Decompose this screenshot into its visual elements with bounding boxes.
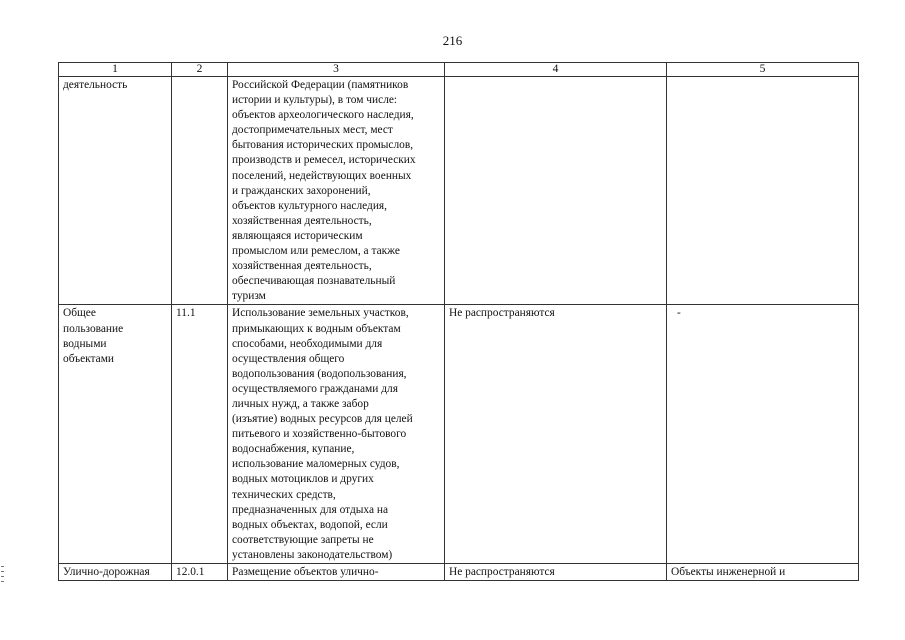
land-use-code: 11.1 [176, 307, 196, 320]
page-number: 216 [442, 33, 463, 48]
regulation-text: Не распространяются [449, 307, 555, 320]
table-cell [445, 77, 667, 305]
regulations-table [58, 62, 859, 581]
column-header: 3 [228, 63, 445, 77]
table-row [59, 564, 859, 581]
table-cell [228, 77, 445, 305]
regulation-text: Не распространяются [449, 566, 555, 578]
land-use-description: Размещение объектов улично- [232, 566, 379, 578]
column-header: 2 [172, 63, 228, 77]
land-use-description: Российской Федерации (памятников истории и культуры), в том числе: объектов археологического наследия, достопримечательных мест, мест бытования исторических промыслов, производств и ремесел, исторических поселений, недействующих военных и гражданских захоронений, объектов культурного наследия, хозяйственная деятельность, являющаяся историческим промыслом или ремеслом, а также хозяйственная деятельность, обеспечивающая познавательный туризм [232, 79, 416, 303]
table-cell [667, 305, 859, 564]
column-header: 1 [59, 63, 172, 77]
land-use-description: Использование земельных участков, примыкающих к водным объектам способами, необходимыми для осуществления общего водопользования (водопользования, осуществляемого гражданами для личных нужд, а также забор (изъятие) водных ресурсов для целей питьевого и хозяйственно-бытового водоснабжения, купание, использование маломерных судов, водных мотоциклов и других технических средств, предназначенных для отдыха на водных объектах, водопой, если соответствующие запреты не установлены законодательством) [232, 307, 413, 561]
table-cell [667, 77, 859, 305]
table-cell [59, 564, 172, 581]
land-use-type: Улично-дорожная [63, 566, 150, 578]
scan-margin-marks [1, 566, 4, 592]
table-cell [228, 564, 445, 581]
land-use-type: Общее пользование водными объектами [63, 307, 124, 365]
table-cell [172, 77, 228, 305]
table-cell [445, 305, 667, 564]
table-cell [59, 305, 172, 564]
table-cell [59, 77, 172, 305]
table-cell [667, 564, 859, 581]
table-row [59, 77, 859, 305]
allowed-objects-text: Объекты инженерной и [671, 566, 786, 578]
table-row [59, 305, 859, 564]
land-use-code: 12.0.1 [176, 566, 205, 578]
table-cell [172, 305, 228, 564]
land-use-type: деятельность [63, 79, 128, 91]
column-header: 5 [667, 63, 859, 77]
table-cell [445, 564, 667, 581]
column-header: 4 [445, 63, 667, 77]
header-row [59, 63, 859, 77]
table-cell [228, 305, 445, 564]
allowed-objects-text: - [677, 307, 681, 320]
table-cell [172, 564, 228, 581]
